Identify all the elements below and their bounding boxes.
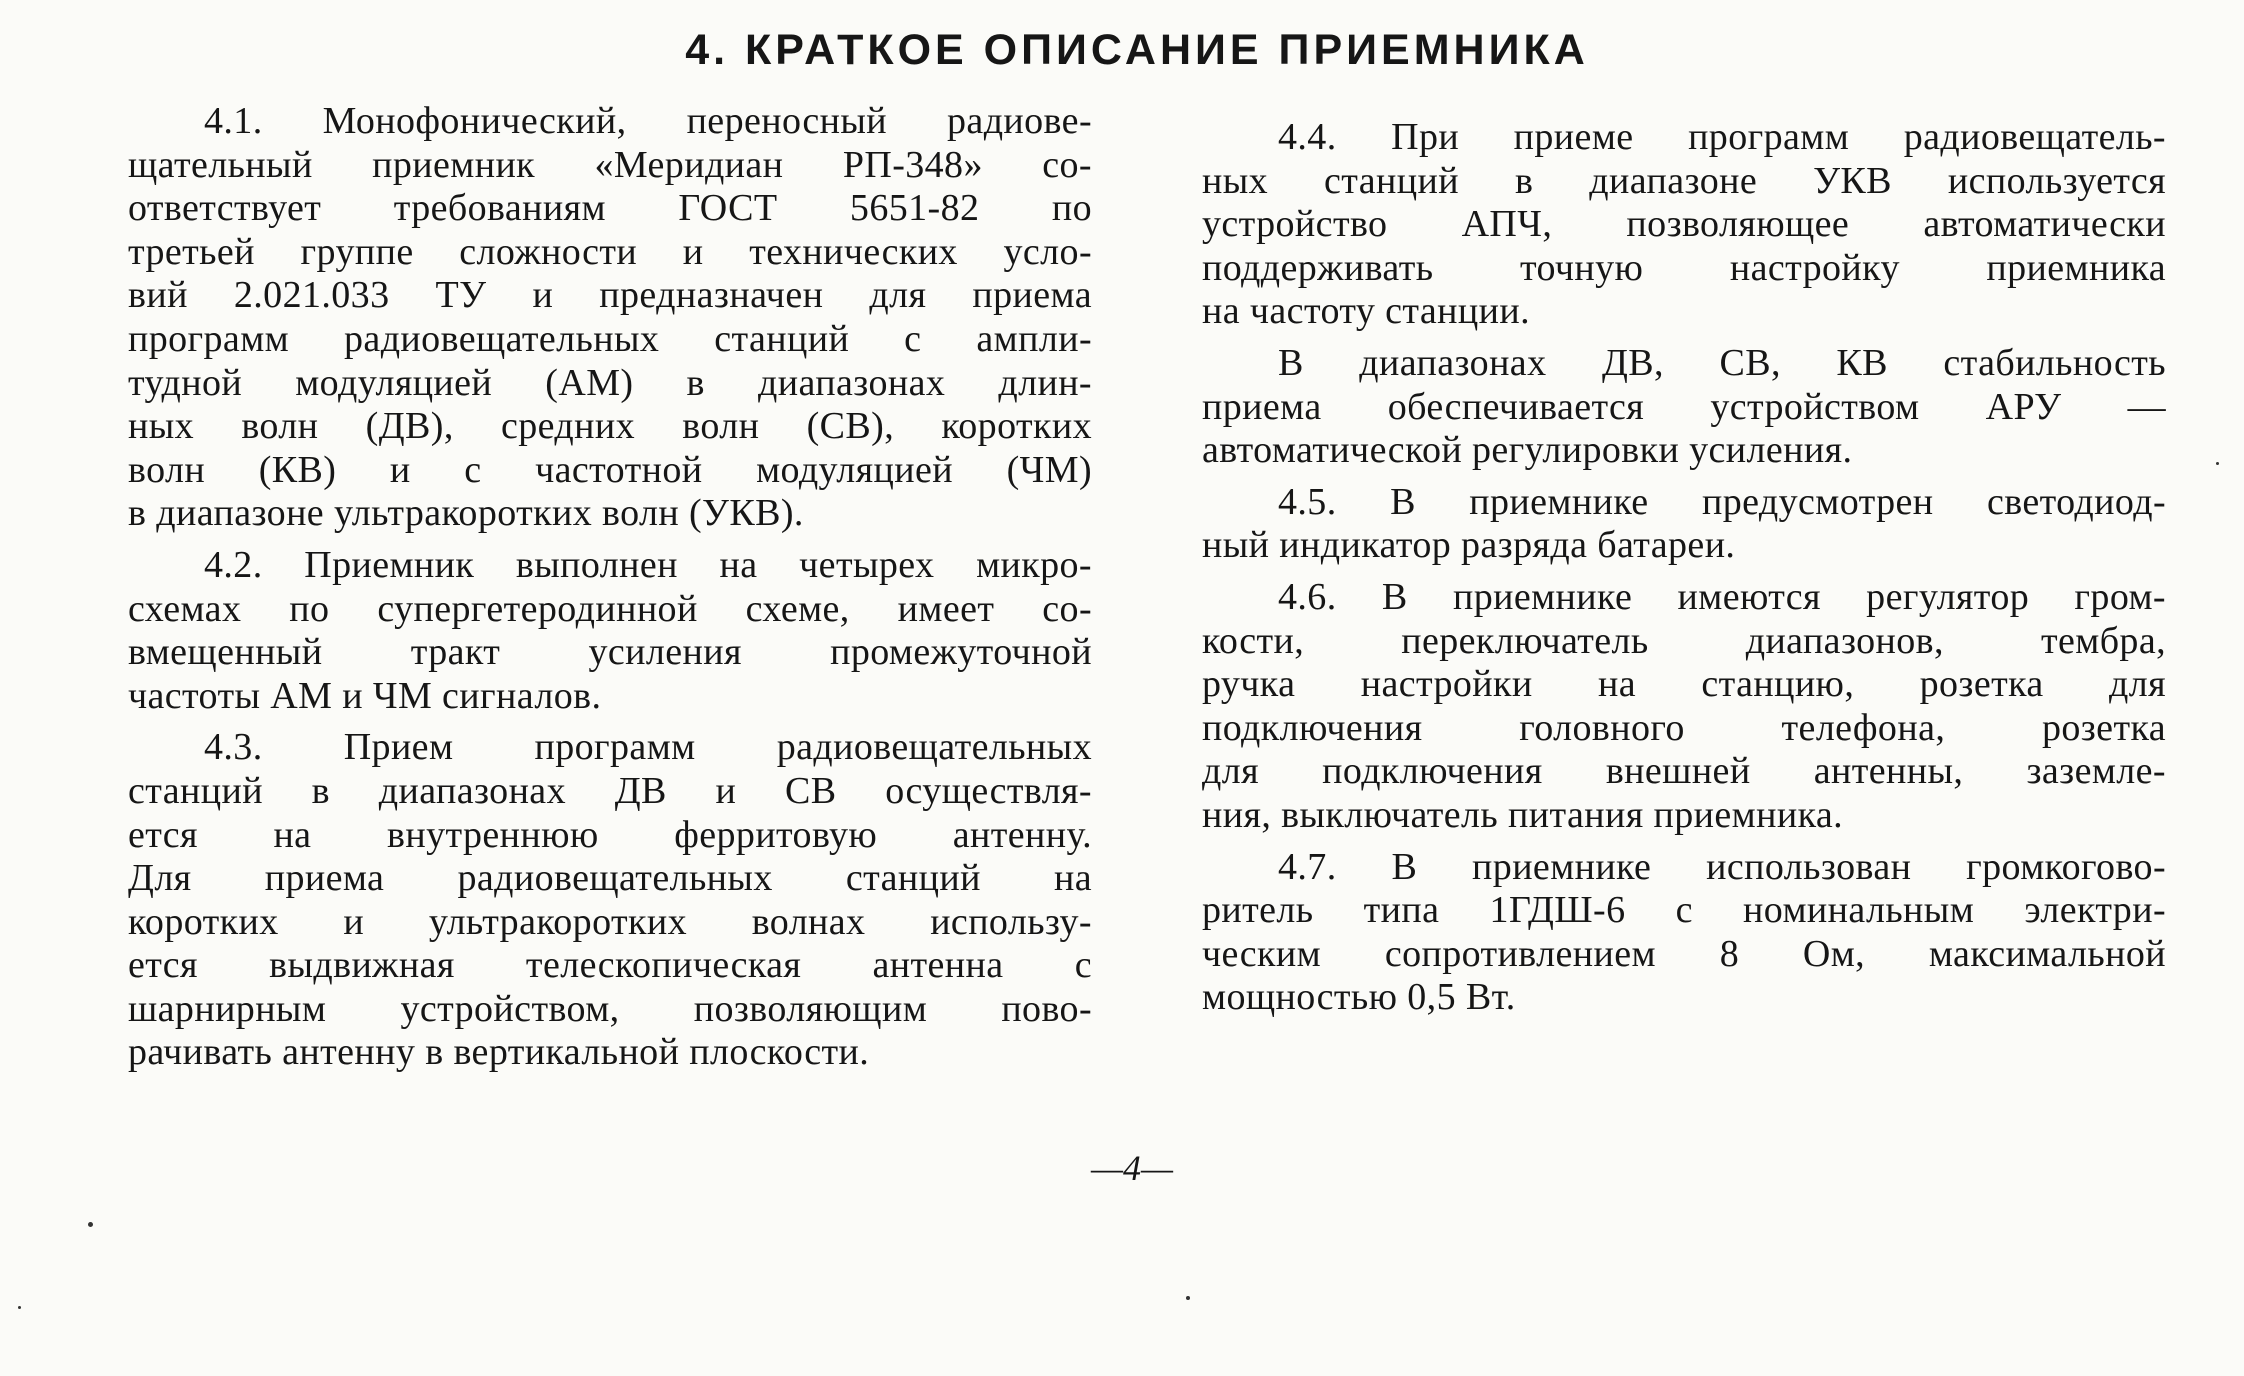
- text-line: коротких и ультракоротких волнах использу-: [128, 900, 1092, 943]
- text-line: ется на внутреннюю ферритовую антенну.: [128, 813, 1092, 856]
- left-column: [128, 100, 1092, 1083]
- text-line: третьей группе сложности и технических усло-: [128, 230, 1092, 273]
- text-line: рачивать антенну в вертикальной плоскости.: [128, 1031, 870, 1074]
- paragraph: [128, 544, 1092, 718]
- text-line: волн (КВ) и с частотной модуляцией (ЧМ): [128, 448, 1092, 491]
- text-line: Для приема радиовещательных станций на: [128, 857, 1092, 900]
- text-line: для подключения внешней антенны, заземле-: [1202, 750, 2166, 793]
- text-line: кости, переключатель диапазонов, тембра,: [1202, 619, 2166, 662]
- text-line: подключения головного телефона, розетка: [1202, 706, 2166, 749]
- text-line: ных станций в диапазоне УКВ используется: [1202, 159, 2166, 202]
- text-line: 4.6. В приемнике имеются регулятор гром-: [1278, 575, 2166, 618]
- print-speck: [88, 1222, 93, 1227]
- text-line: 4.4. При приеме программ радиовещатель-: [1278, 116, 2166, 158]
- text-line: 4.5. В приемнике предусмотрен светодиод-: [1278, 480, 2166, 523]
- text-line: станций в диапазонах ДВ и СВ осуществля-: [128, 769, 1092, 812]
- paragraph: [1202, 576, 2166, 838]
- text-line: приема обеспечивается устройством АРУ —: [1202, 385, 2166, 428]
- text-line: поддерживать точную настройку приемника: [1202, 246, 2166, 289]
- section-title: 4. КРАТКОЕ ОПИСАНИЕ ПРИЕМНИКА: [685, 26, 1589, 74]
- text-line: мощностью 0,5 Вт.: [1202, 976, 1516, 1019]
- text-line: 4.1. Монофонический, переносный радиове-: [204, 100, 1092, 142]
- text-line: ручка настройки на станцию, розетка для: [1202, 663, 2166, 706]
- paragraph: [1202, 116, 2166, 334]
- text-line: ответствует требованиям ГОСТ 5651-82 по: [128, 187, 1092, 230]
- text-line: ется выдвижная телескопическая антенна с: [128, 944, 1092, 987]
- text-line: ния, выключатель питания приемника.: [1202, 793, 1844, 836]
- print-speck: [2216, 462, 2219, 465]
- text-line: в диапазоне ультракоротких волн (УКВ).: [128, 492, 804, 535]
- text-line: вий 2.021.033 ТУ и предназначен для приема: [128, 274, 1092, 317]
- text-line: 4.2. Приемник выполнен на четырех микро-: [204, 543, 1092, 586]
- paragraph: [1202, 342, 2166, 473]
- paragraph: [1202, 481, 2166, 568]
- text-line: ный индикатор разряда батареи.: [1202, 524, 1736, 567]
- text-line: В диапазонах ДВ, СВ, КВ стабильность: [1278, 341, 2166, 384]
- print-speck: [1186, 1296, 1190, 1300]
- text-line: шарнирным устройством, позволяющим пово-: [128, 987, 1092, 1030]
- text-line: частоты АМ и ЧМ сигналов.: [128, 674, 602, 717]
- text-line: ческим сопротивлением 8 Ом, максимальной: [1202, 932, 2166, 975]
- paragraph: [128, 100, 1092, 536]
- text-line: ритель типа 1ГДШ-6 с номинальным электри-: [1202, 889, 2166, 932]
- text-line: щательный приемник «Меридиан РП-348» со-: [128, 143, 1092, 186]
- text-line: автоматической регулировки усиления.: [1202, 429, 1853, 472]
- page-number: —4—: [1090, 1148, 1174, 1188]
- text-line: тудной модуляцией (АМ) в диапазонах длин-: [128, 361, 1092, 404]
- paragraph: [128, 726, 1092, 1075]
- text-line: устройство АПЧ, позволяющее автоматически: [1202, 203, 2166, 246]
- text-line: программ радиовещательных станций с ампли-: [128, 317, 1092, 360]
- text-line: схемах по супергетеродинной схеме, имеет со-: [128, 587, 1092, 630]
- text-line: 4.7. В приемнике использован громкогово-: [1278, 845, 2166, 888]
- text-line: на частоту станции.: [1202, 290, 1531, 333]
- print-speck: [18, 1306, 21, 1309]
- paragraph: [1202, 846, 2166, 1020]
- text-line: ных волн (ДВ), средних волн (СВ), коротких: [128, 405, 1092, 448]
- text-line: вмещенный тракт усиления промежуточной: [128, 631, 1092, 674]
- right-column: [1202, 116, 2166, 1028]
- text-line: 4.3. Прием программ радиовещательных: [204, 726, 1092, 769]
